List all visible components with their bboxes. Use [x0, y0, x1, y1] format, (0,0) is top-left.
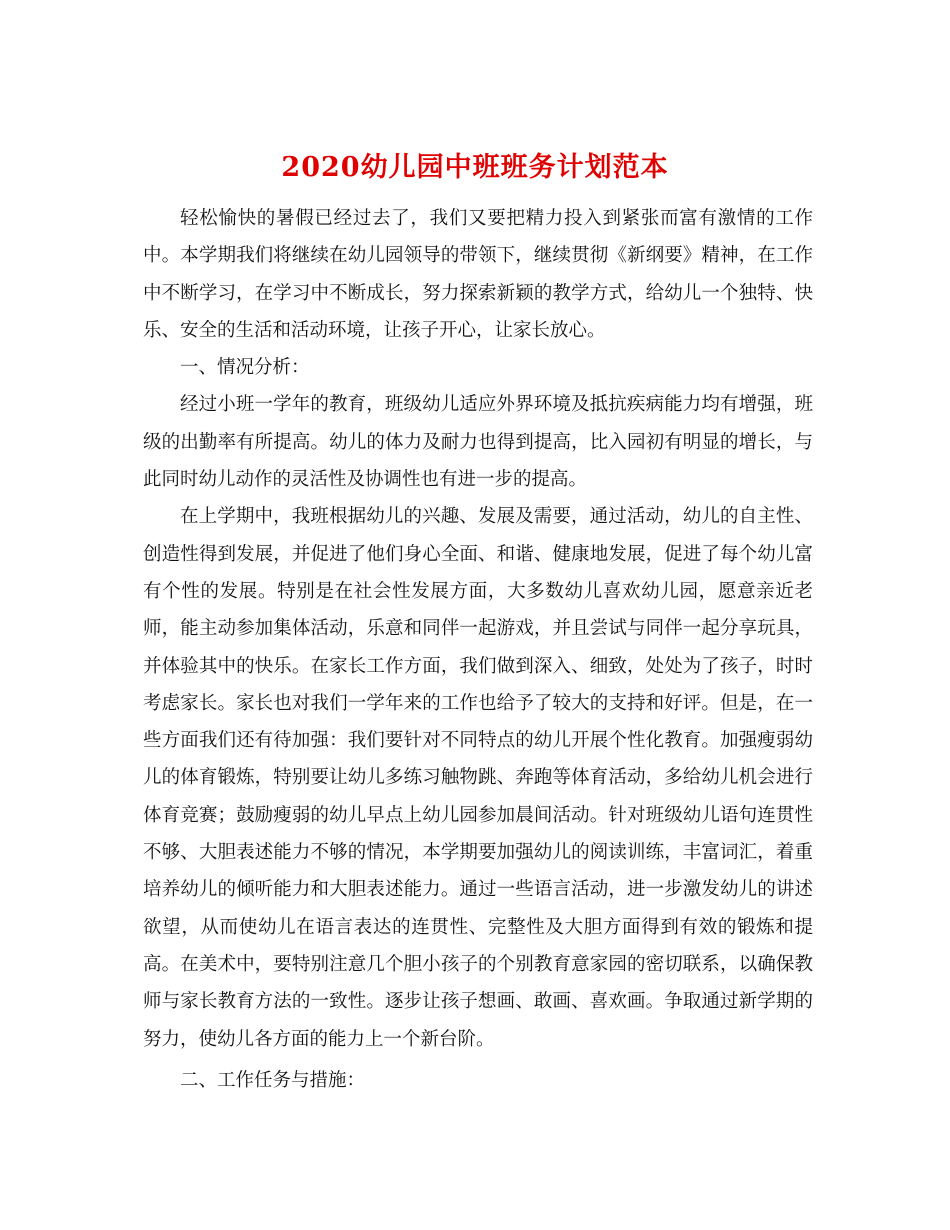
section-heading-situation: 一、情况分析：	[180, 357, 310, 379]
document-body	[143, 200, 813, 1099]
intro-paragraph: 轻松愉快的暑假已经过去了，我们又要把精力投入到紧张而富有激情的工作中。本学期我们将继续在幼儿园领导的带领下，继续贯彻《新纲要》精神，在工作中不断学习，在学习中不断成长，努力探索新颖的教学方式，给幼儿一个独特、快乐、安全的生活和活动环境，让孩子开心，让家长放心。	[143, 208, 813, 341]
section-heading-tasks: 二、工作任务与措施：	[180, 1069, 366, 1091]
body-paragraph: 经过小班一学年的教育，班级幼儿适应外界环境及抵抗疾病能力均有增强，班级的出勤率有所提高。幼儿的体力及耐力也得到提高，比入园初有明显的增长，与此同时幼儿动作的灵活性及协调性也有进一步的提高。	[143, 394, 813, 491]
document-title: 2020幼儿园中班班务计划范本	[281, 152, 669, 184]
body-paragraph: 在上学期中，我班根据幼儿的兴趣、发展及需要，通过活动，幼儿的自主性、创造性得到发展，并促进了他们身心全面、和谐、健康地发展，促进了每个幼儿富有个性的发展。特别是在社会性发展方面，大多数幼儿喜欢幼儿园，愿意亲近老师，能主动参加集体活动，乐意和同伴一起游戏，并且尝试与同伴一起分享玩具，并体验其中的快乐。在家长工作方面，我们做到深入、细致，处处为了孩子，时时考虑家长。家长也对我们一学年来的工作也给予了较大的支持和好评。但是，在一些方面我们还有待加强：我们要针对不同特点的幼儿开展个性化教育。加强瘦弱幼儿的体育锻炼，特别要让幼儿多练习触物跳、奔跑等体育活动，多给幼儿机会进行体育竞赛；鼓励瘦弱的幼儿早点上幼儿园参加晨间活动。针对班级幼儿语句连贯性不够、大胆表述能力不够的情况，本学期要加强幼儿的阅读训练，丰富词汇，着重培养幼儿的倾听能力和大胆表述能力。通过一些语言活动，进一步激发幼儿的讲述欲望，从而使幼儿在语言表达的连贯性、完整性及大胆方面得到有效的锻炼和提高。在美术中，要特别注意几个胆小孩子的个别教育意家园的密切联系，以确保教师与家长教育方法的一致性。逐步让孩子想画、敢画、喜欢画。争取通过新学期的努力，使幼儿各方面的能力上一个新台阶。	[143, 506, 813, 1050]
